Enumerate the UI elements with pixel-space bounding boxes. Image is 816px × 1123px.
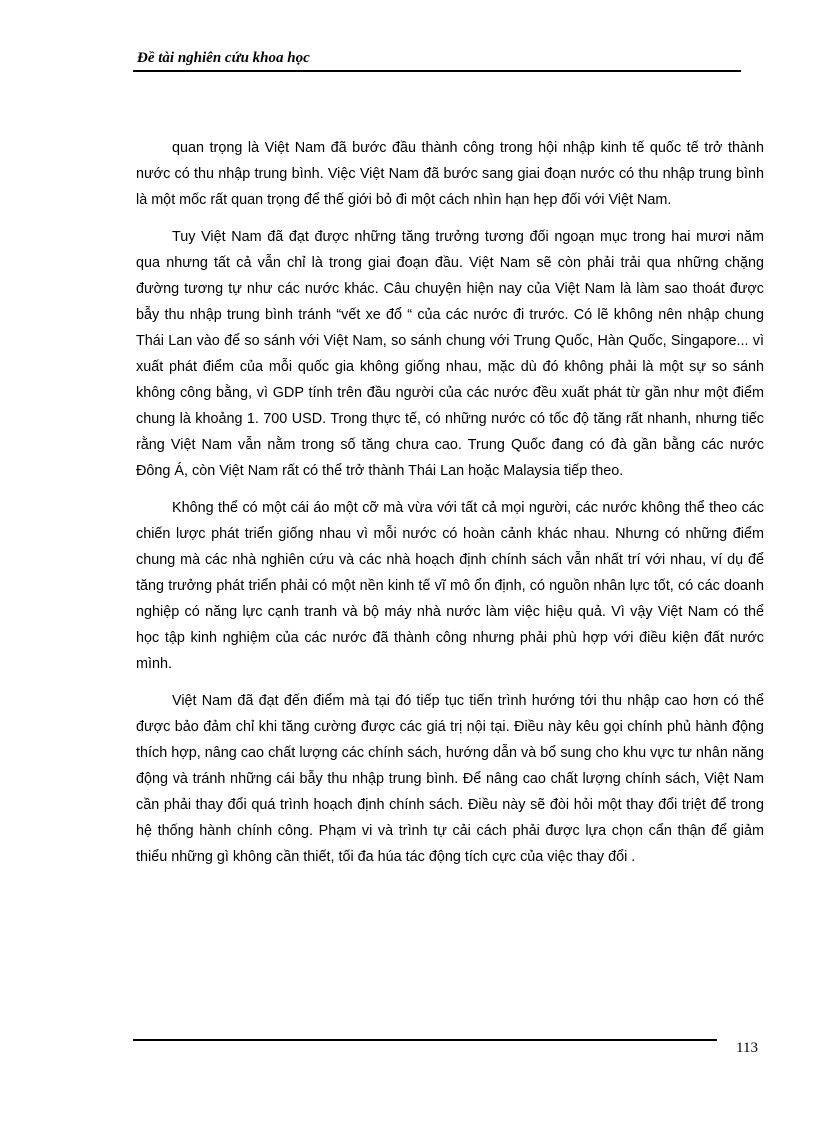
paragraph-1: quan trọng là Việt Nam đã bước đầu thành công trong hội nhập kinh tế quốc tế trở thành nước có thu nhập trung bình. Việc Việt Nam đã bước sang giai đoạn nước có thu nhập trung bình là một mốc rất quan trọng để thế giới bỏ đi một cách nhìn hạn hẹp đối với Việt Nam.: [136, 140, 764, 208]
paragraph-2: Tuy Việt Nam đã đạt được những tăng trưởng tương đối ngoạn mục trong hai mươi năm qua nhưng tất cả vẫn chỉ là trong giai đoạn đầu. Việt Nam sẽ còn phải trải qua những chặng đường tương tự như các nước khác. Câu chuyện hiện nay của Việt Nam là làm sao thoát được bẫy thu nhập trung bình tránh “vết xe đổ “ của các nước đi trước. Có lẽ không nên nhập chung Thái Lan vào để so sánh với Việt Nam, so sánh chung với Trung Quốc, Hàn Quốc, Singapore... vì xuất phát điểm của mỗi quốc gia không giống nhau, mặc dù đó không phải là một sự so sánh không công bằng, vì GDP tính trên đầu người của các nước đều xuất phát từ gần như một điểm chung là khoảng 1. 700 USD. Trong thực tế, có những nước có tốc độ tăng rất nhanh, nhưng tiếc rằng Việt Nam vẫn nằm trong số tăng chưa cao. Trung Quốc đang có đà gần bằng các nước Đông Á, còn Việt Nam rất có thể trở thành Thái Lan hoặc Malaysia tiếp theo.: [136, 229, 764, 479]
paragraph-3: Không thể có một cái áo một cỡ mà vừa với tất cả mọi người, các nước không thể theo các chiến lược phát triển giống nhau vì mỗi nước có hoàn cảnh khác nhau. Nhưng có những điểm chung mà các nhà nghiên cứu và các nhà hoạch định chính sách vẫn nhất trí với nhau, ví dụ để tăng trưởng phát triển phải có một nền kinh tế vĩ mô ổn định, có nguồn nhân lực tốt, có các doanh nghiệp có năng lực cạnh tranh và bộ máy nhà nước làm việc hiệu quả. Vì vậy Việt Nam có thể học tập kinh nghiệm của các nước đã thành công nhưng phải phù hợp với điều kiện đất nước mình.: [136, 500, 764, 672]
footer-divider: [133, 1039, 717, 1041]
header-divider: [133, 70, 741, 72]
page-number: 113: [736, 1040, 758, 1056]
document-body: [136, 135, 764, 881]
paragraph-4: Việt Nam đã đạt đến điểm mà tại đó tiếp tục tiến trình hướng tới thu nhập cao hơn có thể được bảo đảm chỉ khi tăng cường được các giá trị nội tại. Điều này kêu gọi chính phủ hành động thích hợp, nâng cao chất lượng các chính sách, hướng dẫn và bổ sung cho khu vực tư nhân năng động và tránh những cái bẫy thu nhập trung bình. Để nâng cao chất lượng chính sách, Việt Nam cần phải thay đổi quá trình hoạch định chính sách. Điều này sẽ đòi hỏi một thay đổi triệt để trong hệ thống hành chính công. Phạm vi và trình tự cải cách phải được lựa chọn cẩn thận để giảm thiểu những gì không cần thiết, tối đa húa tác động tích cực của việc thay đổi .: [136, 693, 764, 865]
header-title: Đề tài nghiên cứu khoa học: [137, 50, 310, 66]
